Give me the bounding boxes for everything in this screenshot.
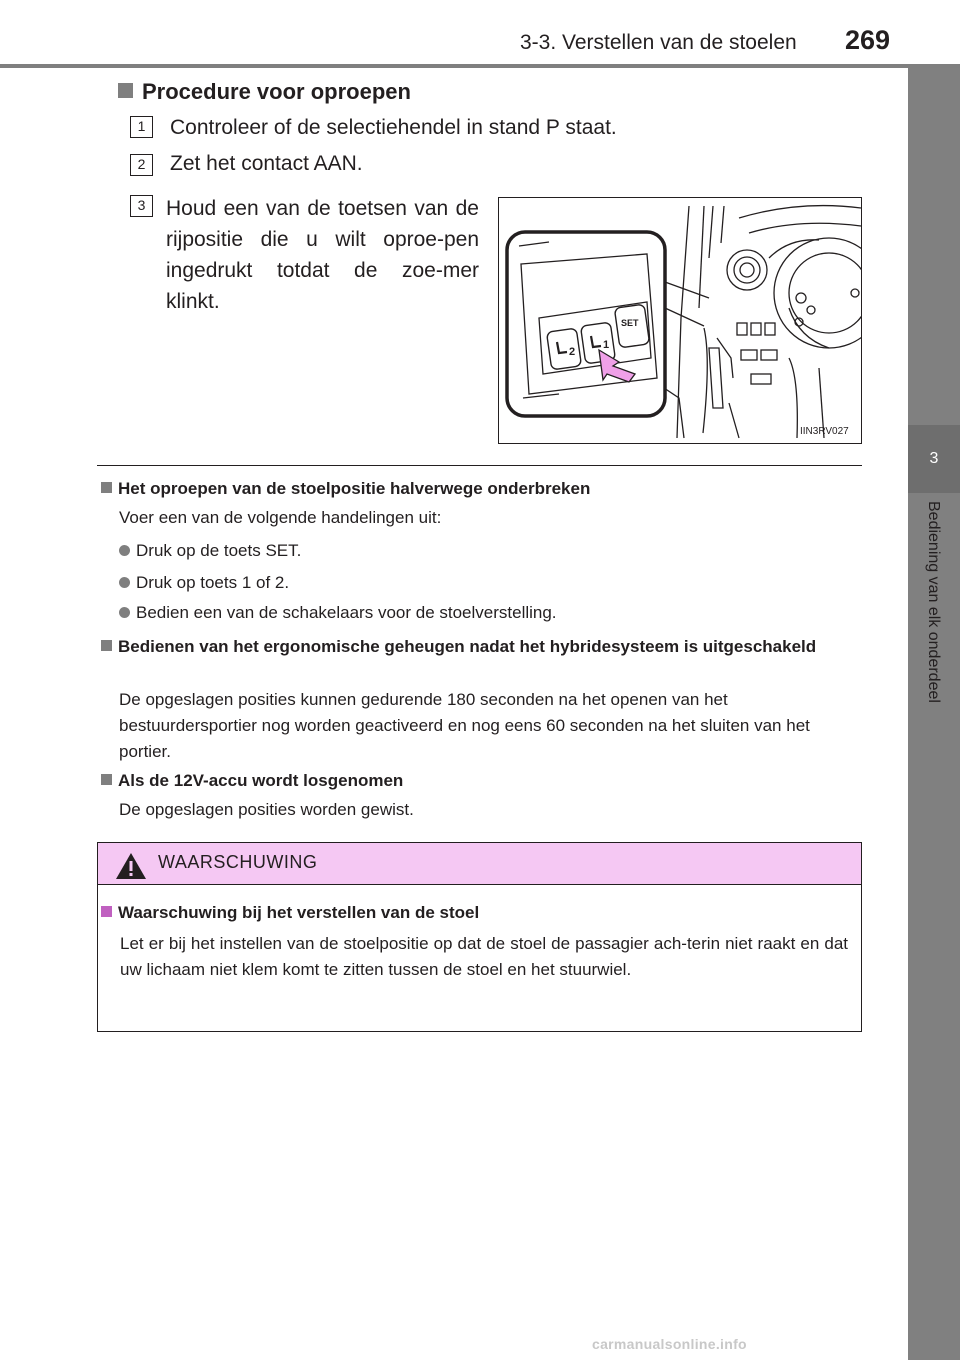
warning-subheading bbox=[101, 903, 479, 923]
button-set-label: SET bbox=[621, 318, 639, 328]
round-bullet-icon bbox=[119, 607, 130, 618]
figure-code: IIN3RV027 bbox=[800, 426, 849, 437]
note-1-bullet-3 bbox=[119, 600, 557, 626]
memory-buttons-figure bbox=[498, 197, 862, 444]
warning-triangle-icon bbox=[114, 851, 148, 886]
step-2-text: Zet het contact AAN. bbox=[170, 152, 363, 175]
button-1-label: 1 bbox=[603, 339, 610, 351]
square-bullet-icon bbox=[101, 774, 112, 785]
square-bullet-icon bbox=[101, 482, 112, 493]
note-1-text: Voer een van de volgende handelingen uit: bbox=[119, 508, 442, 527]
procedure-heading-text: Procedure voor oproepen bbox=[142, 79, 411, 104]
step-2-number: 2 bbox=[130, 154, 153, 176]
chapter-title: Bediening van elk onderdeel bbox=[925, 501, 942, 703]
page-number: 269 bbox=[845, 25, 891, 55]
note-1-bullet-1 bbox=[119, 538, 301, 564]
square-bullet-icon bbox=[101, 906, 112, 917]
note-2-text: De opgeslagen posities kunnen gedurende 180 seconden na het openen van het bestuurdersportier nog worden geactiveerd en nog eens 60 seconden na het sluiten van het portier. bbox=[119, 690, 810, 761]
note-3-text: De opgeslagen posities worden gewist. bbox=[119, 800, 414, 819]
step-1-number: 1 bbox=[130, 116, 153, 138]
side-tab-top bbox=[908, 68, 960, 425]
note-1-bullet-3-text: Bedien een van de schakelaars voor de stoelverstelling. bbox=[136, 603, 557, 622]
step-1-text: Controleer of de selectiehendel in stand P staat. bbox=[170, 116, 617, 139]
section-title: 3-3. Verstellen van de stoelen bbox=[520, 31, 797, 54]
square-bullet-icon bbox=[101, 640, 112, 651]
button-2-label: 2 bbox=[569, 346, 576, 358]
round-bullet-icon bbox=[119, 545, 130, 556]
note-2-heading bbox=[101, 634, 861, 660]
note-1-heading-text: Het oproepen van de stoelpositie halverwege onderbreken bbox=[118, 479, 591, 498]
warning-text: Let er bij het instellen van de stoelpositie op dat de stoel de passagier ach-terin niet raakt en dat uw lichaam niet klem komt te zitten tussen de stoel en het stuurwiel. bbox=[120, 934, 848, 979]
note-2-heading-text: Bedienen van het ergonomische geheugen nadat het hybridesysteem is uitgeschakeld bbox=[118, 637, 817, 656]
section-divider bbox=[97, 465, 862, 466]
note-1-bullet-2-text: Druk op toets 1 of 2. bbox=[136, 573, 290, 592]
warning-title: WAARSCHUWING bbox=[158, 852, 318, 872]
note-1-heading bbox=[101, 479, 590, 499]
step-3-number: 3 bbox=[130, 195, 153, 217]
note-1-bullet-2 bbox=[119, 570, 289, 596]
chapter-number: 3 bbox=[908, 425, 960, 493]
note-1-bullet-1-text: Druk op de toets SET. bbox=[136, 541, 302, 560]
square-bullet-icon bbox=[118, 83, 133, 98]
header-rule bbox=[0, 64, 960, 68]
watermark: carmanualsonline.info bbox=[592, 1336, 747, 1352]
step-3-text: Houd een van de toetsen van de rijpositie die u wilt oproe-pen ingedrukt totdat de zoe-mer klinkt. bbox=[166, 197, 479, 313]
note-3-heading-text: Als de 12V-accu wordt losgenomen bbox=[118, 771, 404, 790]
chapter-title-wrap bbox=[908, 493, 960, 793]
warning-subheading-text: Waarschuwing bij het verstellen van de stoel bbox=[118, 903, 480, 922]
note-3-heading bbox=[101, 771, 403, 791]
procedure-heading bbox=[118, 79, 411, 105]
round-bullet-icon bbox=[119, 577, 130, 588]
dashboard-illustration bbox=[499, 198, 861, 443]
